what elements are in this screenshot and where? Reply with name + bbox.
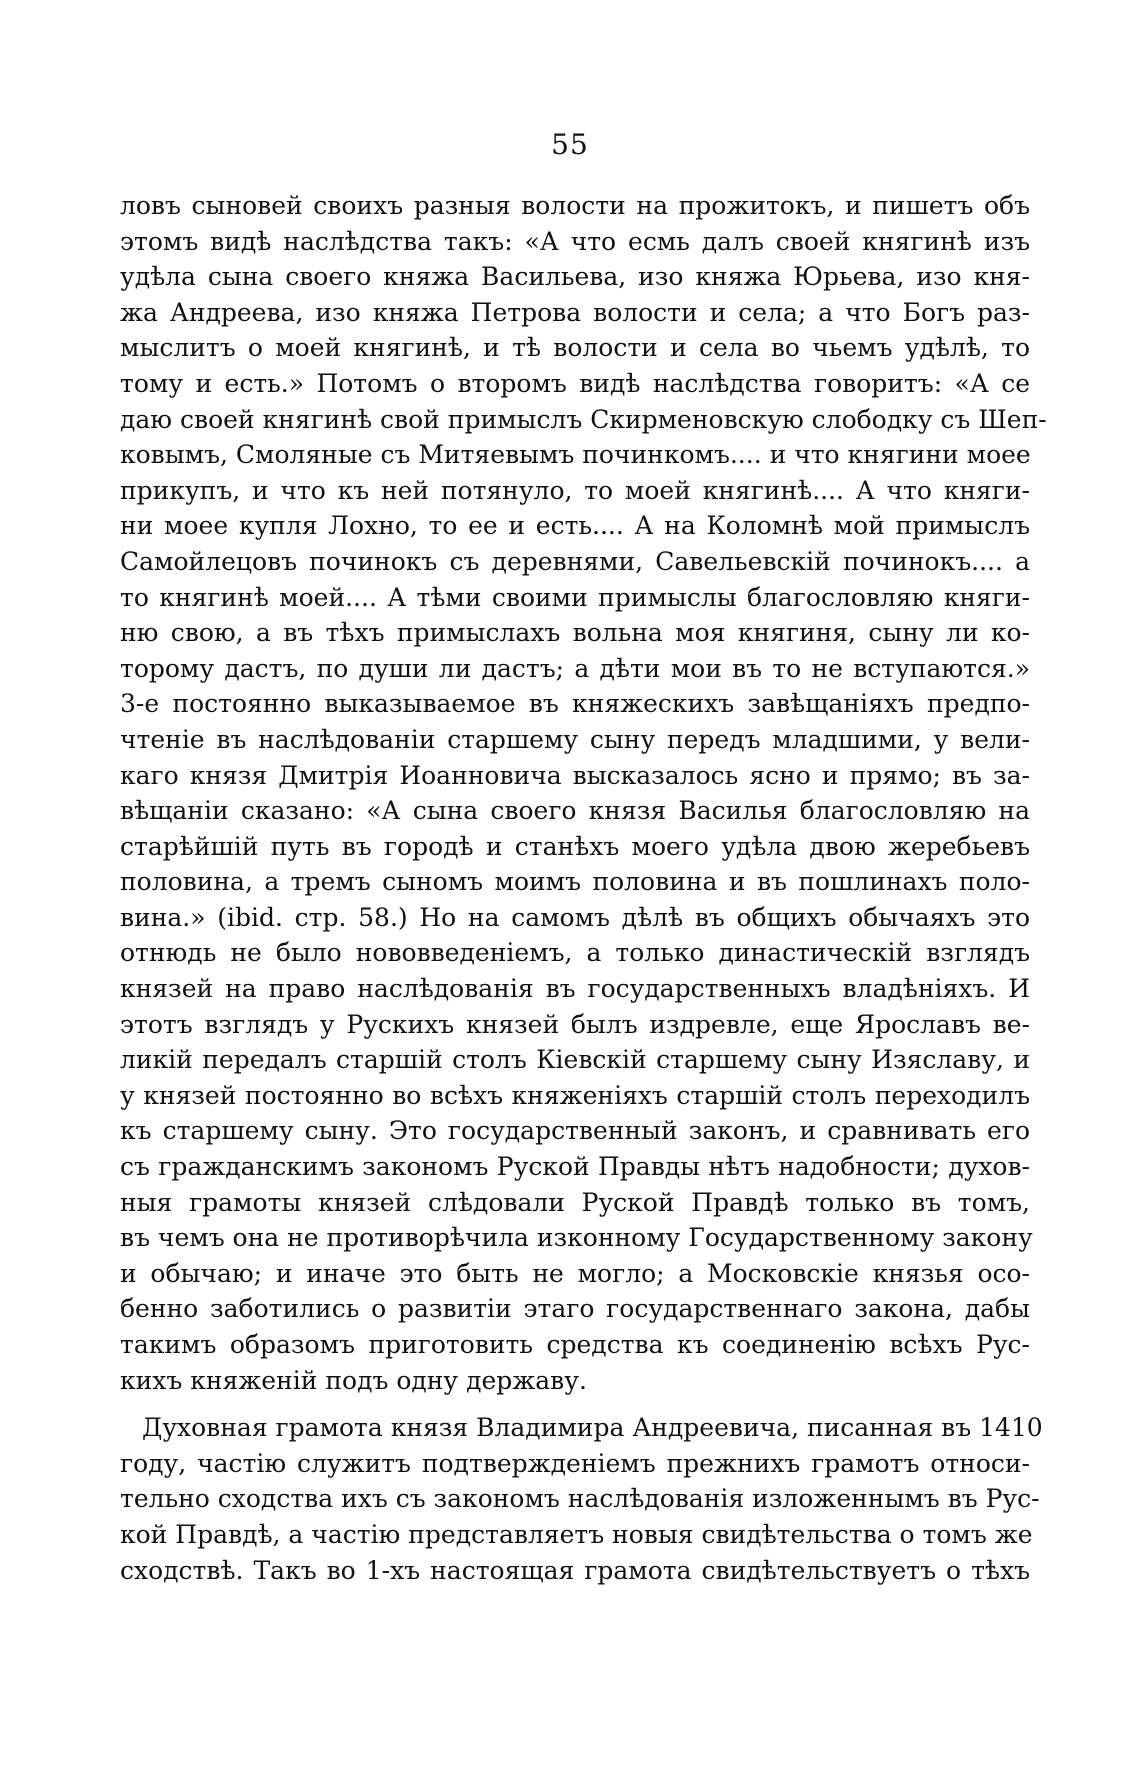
text-line: у князей постоянно во всѣхъ княженіяхъ старшій столъ переходилъ [120, 1080, 1030, 1110]
text-line: чтеніе въ наслѣдованіи старшему сыну передъ младшими, у вели- [120, 724, 1030, 754]
text-line: князей на право наслѣдованія въ государственныхъ владѣніяхъ. И [120, 974, 1030, 1004]
text-line: году, частію служитъ подтвержденіемъ прежнихъ грамотъ относи- [120, 1448, 1030, 1478]
text-line: торому дастъ, по души ли дастъ; а дѣти мои въ то не вступаются.» [120, 653, 1030, 683]
text-line: мыслитъ о моей княгинѣ, и тѣ волости и села во чьемъ удѣлѣ, то [120, 333, 1030, 363]
text-line: отнюдь не было нововведеніемъ, а только династическій взглядъ [120, 938, 1030, 968]
text-line: съ гражданскимъ закономъ Руской Правды нѣтъ надобности; духов- [120, 1152, 1030, 1182]
text-line: тельно сходства ихъ съ закономъ наслѣдованія изложеннымъ въ Рус- [120, 1484, 1040, 1514]
text-line: сходствѣ. Такъ во 1-хъ настоящая грамота свидѣтельствуетъ о тѣхъ [120, 1555, 1030, 1585]
text-line: этотъ взглядъ у Рускихъ князей былъ издревле, еще Ярославъ ве- [120, 1009, 1030, 1039]
text-line: этомъ видѣ наслѣдства такъ: «А что есмь далъ своей княгинѣ изъ [120, 226, 1030, 256]
text-line: въ чемъ она не противорѣчила изконному Государственному закону [120, 1223, 1033, 1253]
text-line: вина.» (ibid. стр. 58.) Но на самомъ дѣлѣ въ общихъ обычаяхъ это [120, 902, 1030, 932]
text-line: бенно заботились о развитіи этаго государственнаго закона, дабы [120, 1294, 1030, 1324]
text-line: каго князя Дмитрія Иоанновича высказалось ясно и прямо; въ за- [120, 760, 1030, 790]
text-line: жа Андреева, изо княжа Петрова волости и села; а что Богъ раз- [120, 297, 1030, 327]
text-line: удѣла сына своего княжа Васильева, изо княжа Юрьева, изо кня- [120, 262, 1030, 292]
text-line: половина, а тремъ сыномъ моимъ половина и въ пошлинахъ поло- [120, 867, 1030, 897]
text-line: ню свою, а въ тѣхъ примыслахъ вольна моя княгиня, сыну ли ко- [120, 618, 1030, 648]
text-line: къ старшему сыну. Это государственный законъ, и сравнивать его [120, 1116, 1030, 1146]
text-line: 3-е постоянно выказываемое въ княжескихъ завѣщаніяхъ предпо- [120, 689, 1030, 719]
text-line: и обычаю; и иначе это быть не могло; а Московскіе князья осо- [120, 1258, 1030, 1288]
text-line: ловъ сыновей своихъ разныя волости на прожитокъ, и пишетъ объ [120, 191, 1030, 220]
text-line: Самойлецовъ починокъ съ деревнями, Савельевскій починокъ.... а [120, 546, 1030, 576]
text-line: ныя грамоты князей слѣдовали Руской Правдѣ только въ томъ, [120, 1187, 1030, 1217]
text-line: кой Правдѣ, а частію представляетъ новыя свидѣтельства о томъ же [120, 1519, 1033, 1549]
text-line: даю своей княгинѣ свой примыслъ Скирменовскую слободку съ Шеп- [120, 404, 1047, 434]
text-line: старѣйшій путь въ городѣ и станѣхъ моего удѣла двою жеребьевъ [120, 831, 1030, 861]
paragraph-spacer [120, 1398, 1030, 1410]
page-number: 55 [551, 128, 589, 161]
text-line: ни моее купля Лохно, то ее и есть.... А на Коломнѣ мой примыслъ [120, 511, 1030, 541]
paragraph-1 [120, 188, 1047, 1398]
paragraph-2 [120, 1410, 1043, 1588]
text-line: кихъ княженій подъ одну державу. [120, 1365, 587, 1395]
text-line: вѣщаніи сказано: «А сына своего князя Василья благословляю на [120, 796, 1030, 826]
body-text [120, 188, 1047, 1588]
text-line: то княгинѣ моей.... А тѣми своими примыслы благословляю княги- [120, 582, 1030, 612]
text-line: Духовная грамота князя Владимира Андреевича, писанная въ 1410 [142, 1413, 1043, 1443]
text-line: тому и есть.» Потомъ о второмъ видѣ наслѣдства говоритъ: «А се [120, 368, 1030, 398]
text-line: прикупъ, и что къ ней потянуло, то моей княгинѣ.... А что княги- [120, 475, 1030, 505]
text-line: такимъ образомъ приготовить средства къ соединенію всѣхъ Рус- [120, 1330, 1030, 1359]
text-line: ликій передалъ старшій столъ Кіевскій старшему сыну Изяславу, и [120, 1045, 1030, 1075]
text-line: ковымъ, Смоляные съ Митяевымъ починкомъ.... и что княгини моее [120, 440, 1031, 470]
